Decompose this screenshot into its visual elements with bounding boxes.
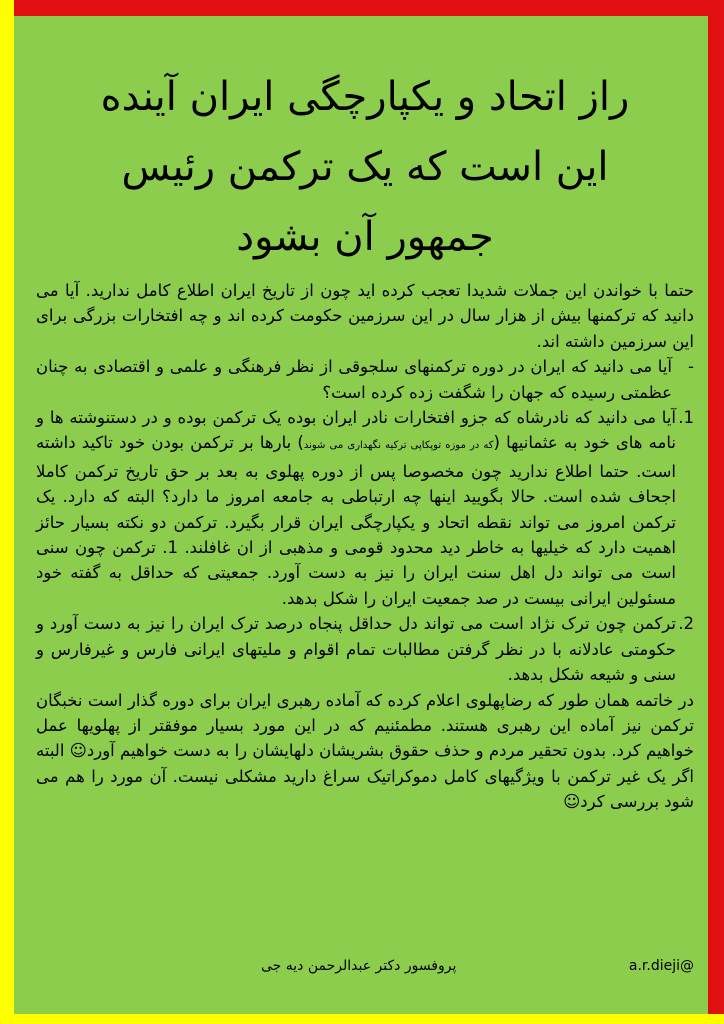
yellow-border-left <box>0 0 14 1024</box>
intro-paragraph: حتما با خواندن این جملات شدیدا تعجب کرده اید چون از تاریخ ایران اطلاع کامل ندارید. آیا می دانید که ترکمنها بیش از هزار سال در این سرزمین حکومت کرده اند و چه افتخارات بزرگی برای این سرزمین داشته اند. <box>36 281 694 351</box>
yellow-border-bottom <box>0 1014 724 1024</box>
list-item-seljuk <box>36 354 694 405</box>
list-item-2 <box>36 611 694 687</box>
list-item-text: آیا می دانید که نادرشاه که جزو افتخارات نادر ایران بوده یک ترکمن بوده و در دستنوشته ها و نامه های خود به عثمانیها ( <box>36 408 676 453</box>
author-email: a.r.dieji@ <box>628 958 694 974</box>
list-item-text-cont: ) بارها بر ترکمن بودن خود تاکید داشته است. حتما اطلاع ندارید چون مخصوصا پس از دوره پهلوی به بعد بر حق تاریخ ترکمن کاملا اجحاف شده است. حالا بگویید اینها چه ارتباطی به جامعه امروز ما دارد؟ البته که دارد. یک ترکمن امروز می تواند نقطه اتحاد و یکپارچگی ایران قرار بگیرد. ترکمن دو نکته بسیار حائز اهمیت دارد که خیلیها به خاطر دید محدود قومی و مذهبی از ان غافلند. 1. ترکمن چون سنی است می تواند دل اهل سنت ایران را نیز به دست آورد. جمعیتی که حداقل به گفته خود مسئولین ایرانی بیست در صد جمعیت ایران را شکل بدهد. <box>36 433 676 608</box>
red-border-top <box>0 0 724 16</box>
red-border-right <box>708 0 724 1024</box>
signature-line <box>36 958 694 974</box>
title-line-2: این است که یک ترکمن رئیس <box>121 144 609 190</box>
conclusion-paragraph: در خاتمه همان طور که رضاپهلوی اعلام کرده که آماده رهبری ایران برای دوره گذار است نخبگان ترکمن نیز آماده این رهبری هستند. مطمئنیم که در این مورد بسیار موفقتر از پهلویها عمل خواهیم کرد. بدون تحقیر مردم و حذف حقوق بشریشان دلهایشان را به دست خواهیم آورد☺ البته اگر یک غیر ترکمن با ویژگیهای کامل دموکراتیک سراغ دارید مشکلی نیست. آن مورد را هم می شود بررسی کرد☺ <box>36 690 694 812</box>
list-marker: 2. <box>678 614 694 634</box>
title-line-3: جمهور آن بشود <box>236 214 494 260</box>
list-marker: - <box>688 357 694 377</box>
list-marker: 1. <box>678 408 694 428</box>
list-item-text: آیا می دانید که ایران در دوره ترکمنهای سلجوقی از نظر فرهنگی و علمی و اقتصادی به چنان عظمتی رسیده که جهان را شگفت زده کرده است؟ <box>36 357 672 402</box>
list-item-note: که در موزه توپکاپی ترکیه نگهداری می شوند <box>303 440 494 452</box>
document-body <box>36 62 694 815</box>
document-title <box>36 62 694 272</box>
article-text <box>36 278 694 815</box>
list-item-1 <box>36 405 694 611</box>
list-item-text: ترکمن چون ترک نژاد است می تواند دل حداقل پنجاه درصد ترک ایران را نیز به دست آورد و حکومتی عادلانه با در نظر گرفتن مطالبات تمام اقوام و ملیتهای ایرانی فارس و غیرفارس و سنی و شیعه شکل بدهد. <box>36 614 676 685</box>
title-line-1: راز اتحاد و یکپارچگی ایران آینده <box>100 74 630 120</box>
author-name: پروفسور دکتر عبدالرحمن دیه جی <box>261 958 457 974</box>
